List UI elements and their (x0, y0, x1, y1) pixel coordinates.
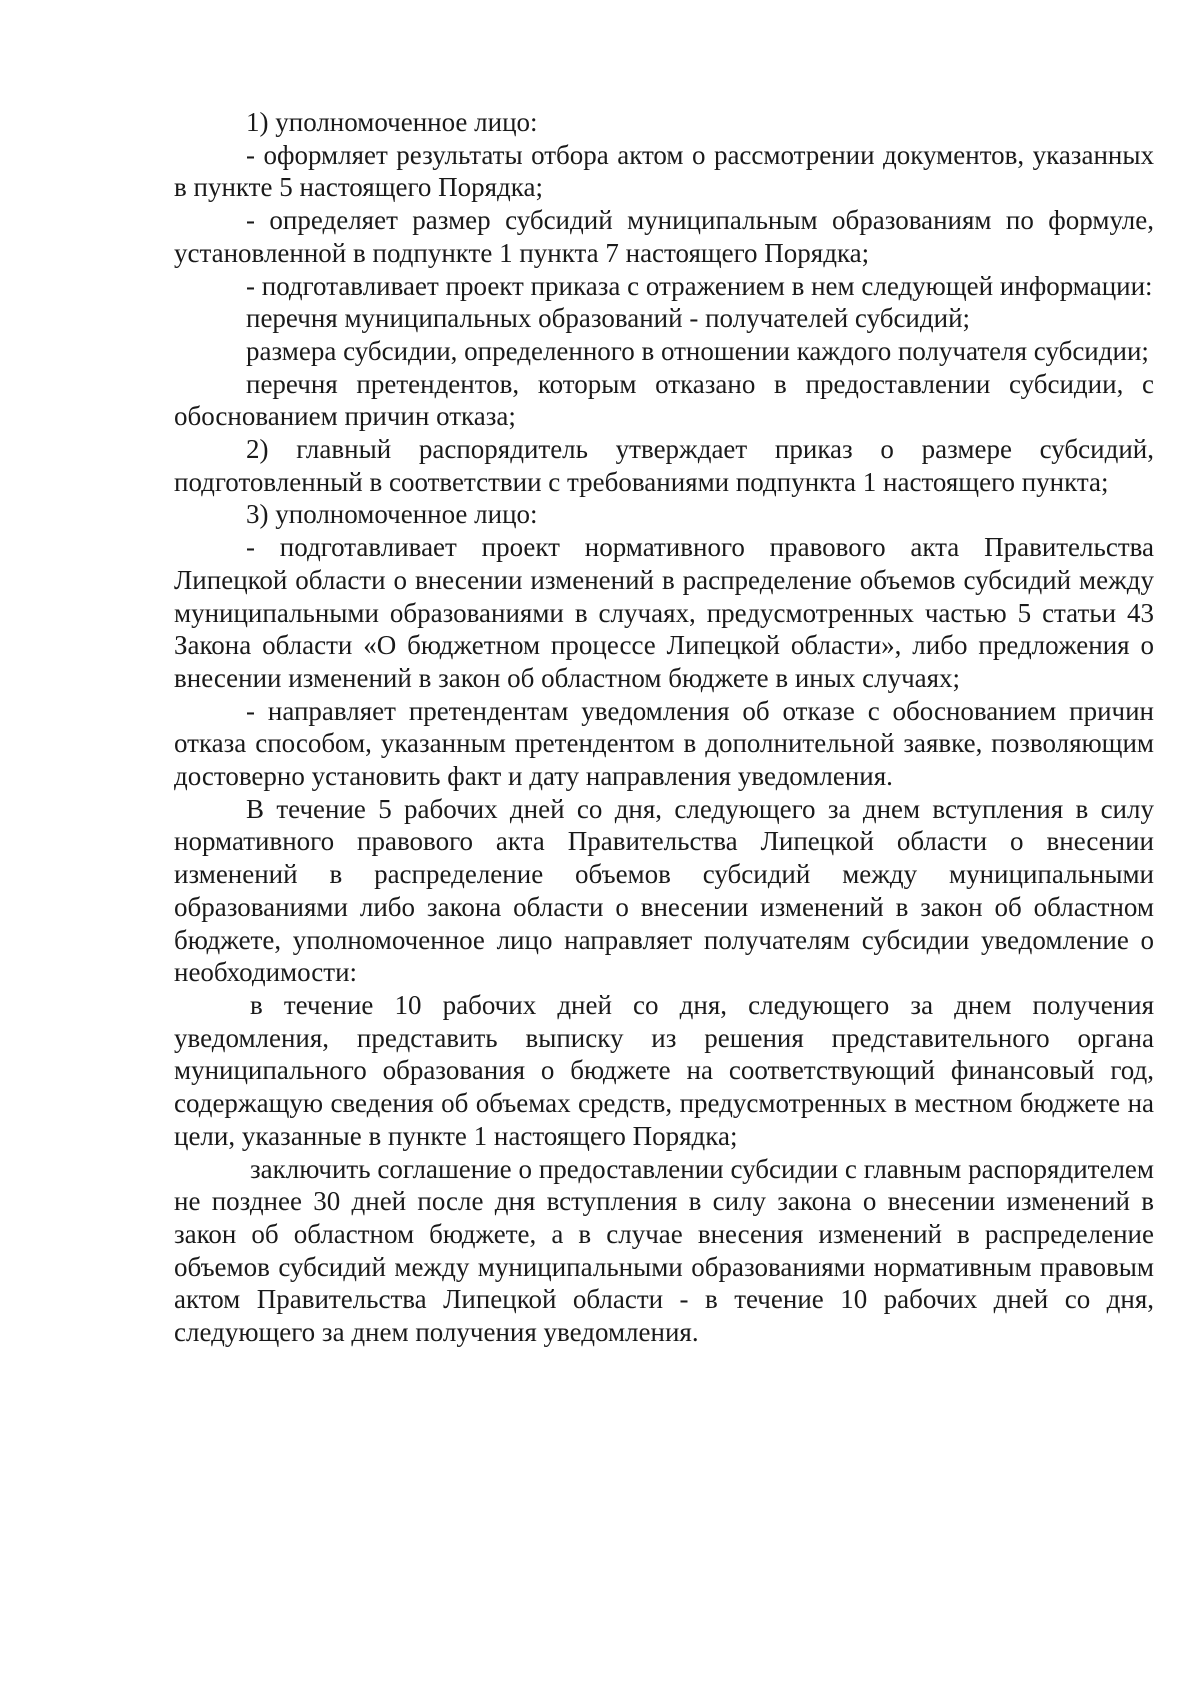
paragraph: в течение 10 рабочих дней со дня, следующего за днем получения уведомления, представить выписку из решения представительного органа муниципального образования о бюджете на соответствующий финансовый год, содержащую сведения об объемах средств, предусмотренных в местном бюджете на цели, указанные в пункте 1 настоящего Порядка; (174, 989, 1154, 1151)
paragraph: В течение 5 рабочих дней со дня, следующего за днем вступления в силу нормативного правового акта Правительства Липецкой области о внесении изменений в распределение объемов субсидий между муниципальными образованиями либо закона области о внесении изменений в закон об областном бюджете, уполномоченное лицо направляет получателям субсидии уведомление о необходимости: (174, 793, 1154, 988)
paragraph: - оформляет результаты отбора актом о рассмотрении документов, указанных в пункте 5 настоящего Порядка; (174, 139, 1154, 203)
paragraph: - подготавливает проект нормативного правового акта Правительства Липецкой области о внесении изменений в распределение объемов субсидий между муниципальными образованиями в случаях, предусмотренных частью 5 статьи 43 Закона области «О бюджетном процессе Липецкой области», либо предложения о внесении изменений в закон об областном бюджете в иных случаях; (174, 532, 1154, 693)
paragraph: заключить соглашение о предоставлении субсидии с главным распорядителем не позднее 30 дней после дня вступления в силу закона о внесении изменений в закон об областном бюджете, а в случае внесения изменений в распределение объемов субсидий между муниципальными образованиями нормативным правовым актом Правительства Липецкой области - в течение 10 рабочих дней со дня, следующего за днем получения уведомления. (174, 1153, 1154, 1348)
paragraph: - направляет претендентам уведомления об отказе с обоснованием причин отказа способом, указанным претендентом в дополнительной заявке, позволяющим достоверно установить факт и дату направления уведомления. (174, 695, 1154, 792)
document-body (174, 106, 1154, 1349)
paragraph: размера субсидии, определенного в отношении каждого получателя субсидии; (246, 335, 1149, 366)
paragraph: перечня претендентов, которым отказано в предоставлении субсидии, с обоснованием причин отказа; (174, 368, 1154, 432)
paragraph: 3) уполномоченное лицо: (246, 499, 538, 530)
paragraph: - определяет размер субсидий муниципальным образованиям по формуле, установленной в подпункте 1 пункта 7 настоящего Порядка; (174, 205, 1154, 268)
paragraph: 1) уполномоченное лицо: (246, 107, 538, 137)
paragraph: - подготавливает проект приказа с отражением в нем следующей информации: (246, 270, 1153, 301)
paragraph: перечня муниципальных образований - получателей субсидий; (246, 303, 971, 334)
paragraph: 2) главный распорядитель утверждает приказ о размере субсидий, подготовленный в соответствии с требованиями подпункта 1 настоящего пункта; (174, 434, 1154, 497)
